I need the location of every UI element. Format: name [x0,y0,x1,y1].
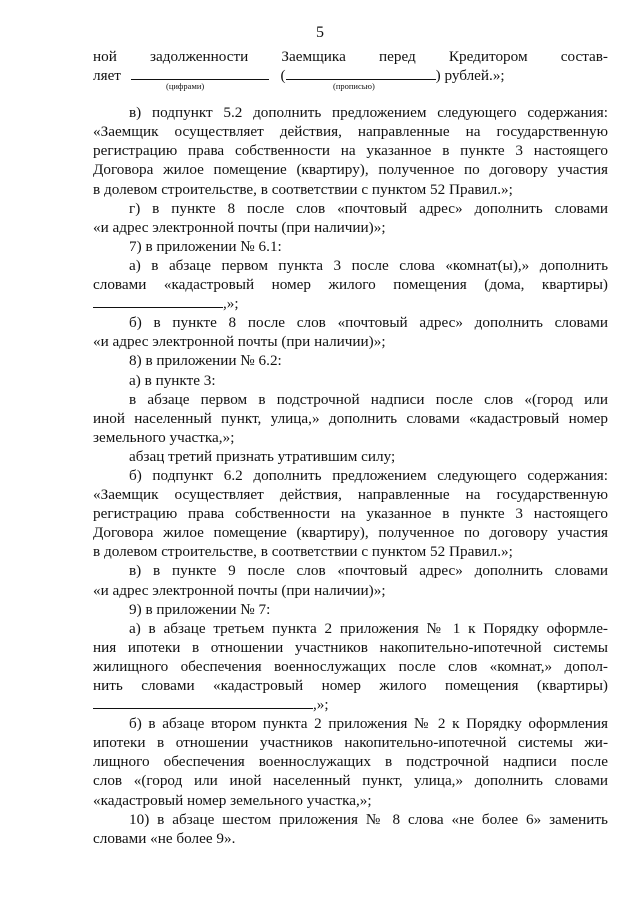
text-line: в долевом строительстве, в соответствии с пунктом 52 Правил.»; [93,180,513,198]
text-line: «и адрес электронной почты (при наличии)»; [93,581,386,599]
text-line: 10) в абзаце шестом приложения № 8 слова «не более 6» заменить [129,810,608,828]
text-line: абзац третий признать утратившим силу; [129,447,396,465]
text-line: 8) в приложении № 6.2: [129,352,282,370]
text-line: а) в пункте 3: [129,371,216,389]
text-line: г) в пункте 8 после слов «почтовый адрес» дополнить словами [129,199,608,217]
text-line: в абзаце первом в подстрочной надписи после слов «(город или [129,390,608,408]
text-line: Договора жилое помещение (квартиру), полученное по договору участия [93,524,608,542]
text-line: б) в пункте 8 после слов «почтовый адрес» дополнить словами [129,314,608,332]
caption-row [93,81,608,93]
text-line: а) в абзаце третьем пункта 2 приложения № 1 к Порядку оформле- [129,619,608,637]
blank-line [93,294,608,313]
text-line: словами «не более 9». [93,829,236,847]
text-line: жилищного обеспечения военнослужащих после слов «комнат,» допол- [93,657,608,675]
text-line: ния ипотеки в отношении участников накопительно-ипотечной системы [93,638,608,656]
text-line: земельного участка,»; [93,428,235,446]
text-line: а) в абзаце первом пункта 3 после слова «комнат(ы),» дополнить [129,256,608,274]
text-line: «и адрес электронной почты (при наличии)»; [93,333,386,351]
blank-line [93,695,608,714]
text-line: б) в абзаце втором пункта 2 приложения № 2 к Порядку оформления [129,715,608,733]
text-line: в долевом строительстве, в соответствии с пунктом 52 Правил.»; [93,543,513,561]
blank-field [93,306,223,308]
document-body [93,47,608,848]
blank-field-digits [131,78,269,80]
caption-digits: (цифрами) [166,81,205,92]
text-fragment: ) рублей.»; [435,67,505,85]
text-line: 7) в приложении № 6.1: [129,237,282,255]
text-line: в) в пункте 9 после слов «почтовый адрес» дополнить словами [129,562,608,580]
text-line: нить словами «кадастровый номер жилого помещения (квартиры) [93,677,608,694]
text-line: регистрацию права собственности на указанное в пункте 3 настоящего [93,142,608,160]
text-line: «и адрес электронной почты (при наличии)»; [93,218,386,236]
text-fragment: ,»; [313,696,329,714]
text-line: ипотеки в отношении участников накопительно-ипотечной системы жи- [93,734,608,752]
text-line: регистрацию права собственности на указанное в пункте 3 настоящего [93,505,608,523]
text-line: 9) в приложении № 7: [129,600,271,618]
spacer [93,95,608,103]
text-line: «Заемщик осуществляет действия, направленные на государственную [93,486,608,504]
text-line: ной задолженности Заемщика перед Кредитором состав- [93,48,608,65]
text-fragment: ляет [93,67,121,85]
blank-field [93,707,313,709]
text-fragment: ( [280,67,286,85]
text-line: «кадастровый номер земельного участка,»; [93,791,372,809]
text-fragment: ,»; [223,295,239,313]
text-line: словами «кадастровый номер жилого помещения (дома, квартиры) [93,276,608,294]
text-line: б) подпункт 6.2 дополнить предложением следующего содержания: [129,466,608,484]
text-line: «Заемщик осуществляет действия, направленные на государственную [93,123,608,141]
text-line: в) подпункт 5.2 дополнить предложением следующего содержания: [129,104,608,122]
page-number: 5 [316,24,324,41]
blank-field-words [286,78,436,80]
text-line: иной населенный пункт, улица,» дополнить словами «кадастровый номер [93,409,608,427]
text-line: Договора жилое помещение (квартиру), полученное по договору участия [93,161,608,179]
caption-words: (прописью) [333,81,375,92]
text-line: слов «(город или иной населенный пункт, улица,» дополнить словами [93,772,608,790]
text-line: лищного обеспечения военнослужащих в подстрочной надписи после [93,753,608,771]
